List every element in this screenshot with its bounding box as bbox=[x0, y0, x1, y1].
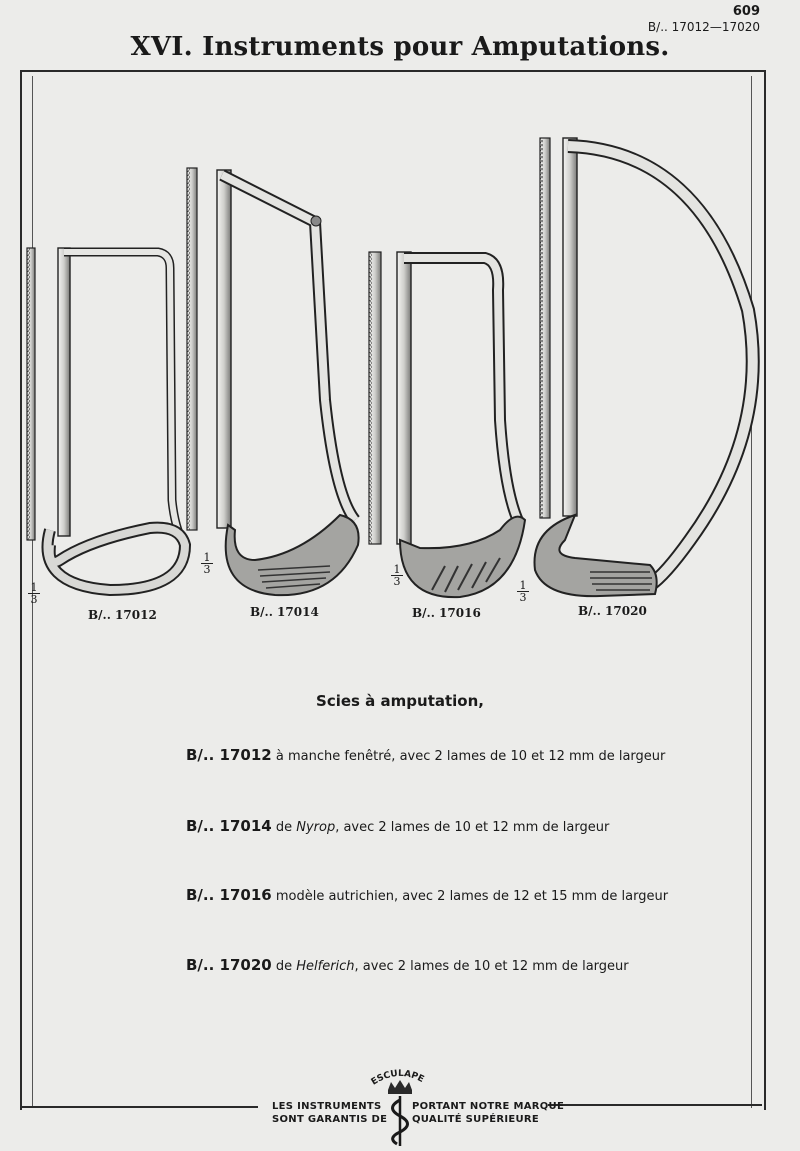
list-item bbox=[186, 746, 665, 764]
list-item bbox=[186, 956, 629, 974]
item-desc-rest: , avec 2 lames de 10 et 12 mm de largeur bbox=[335, 820, 610, 835]
logo-text: ESCULAPE bbox=[369, 1068, 426, 1088]
footer-right-line-2: QUALITÉ SUPÉRIEURE bbox=[412, 1114, 540, 1125]
footer-left-line-2: SONT GARANTIS DE bbox=[272, 1114, 388, 1125]
item-desc-rest: avec 2 lames de 10 et 12 mm de largeur bbox=[395, 749, 666, 764]
item-code: B/.. 17016 bbox=[186, 886, 272, 904]
figure-label-17020: B/.. 17020 bbox=[578, 604, 647, 618]
item-name: Helferich bbox=[296, 959, 355, 974]
page-title: XVI. Instruments pour Amputations. bbox=[130, 32, 670, 62]
list-item bbox=[186, 817, 609, 835]
figure-label-17016: B/.. 17016 bbox=[412, 606, 481, 620]
esculape-logo bbox=[355, 1060, 445, 1150]
caduceus-icon bbox=[393, 1096, 408, 1146]
figure-label-17014: B/.. 17014 bbox=[250, 605, 319, 619]
saw-17020-illustration bbox=[535, 138, 753, 596]
scale-mark-3: 1 3 bbox=[391, 564, 403, 587]
saw-17016-illustration bbox=[369, 252, 525, 597]
saw-17014-illustration bbox=[187, 168, 359, 595]
footer-line-right bbox=[548, 1104, 762, 1106]
crown-icon bbox=[388, 1080, 412, 1094]
footer-left-line-1: LES INSTRUMENTS bbox=[272, 1101, 382, 1112]
figure-label-17012: B/.. 17012 bbox=[88, 608, 157, 622]
scale-mark-4: 1 3 bbox=[517, 580, 529, 603]
item-desc-rest: , avec 2 lames de 10 et 12 mm de largeur bbox=[354, 959, 629, 974]
saw-17012-illustration bbox=[27, 248, 185, 590]
item-desc: de bbox=[271, 959, 297, 974]
item-code: B/.. 17020 bbox=[186, 956, 272, 974]
item-desc: modèle autrichien, bbox=[271, 889, 399, 904]
item-code: B/.. 17012 bbox=[186, 746, 272, 764]
scale-mark-2: 1 3 bbox=[201, 552, 213, 575]
item-name: Nyrop bbox=[296, 820, 336, 835]
footer-right-line-1: PORTANT NOTRE MARQUE bbox=[412, 1101, 565, 1112]
list-item bbox=[186, 886, 668, 904]
item-desc: de bbox=[271, 820, 297, 835]
page-number: 609 bbox=[732, 4, 760, 19]
section-heading: Scies à amputation, bbox=[316, 692, 484, 710]
item-desc-rest: avec 2 lames de 12 et 15 mm de largeur bbox=[398, 889, 669, 904]
page-range: B/.. 17012—17020 bbox=[647, 20, 760, 34]
item-desc: à manche fenêtré, bbox=[271, 749, 396, 764]
footer-line-left bbox=[20, 1106, 258, 1108]
scale-mark-1: 1 3 bbox=[28, 582, 40, 605]
item-code: B/.. 17014 bbox=[186, 817, 272, 835]
